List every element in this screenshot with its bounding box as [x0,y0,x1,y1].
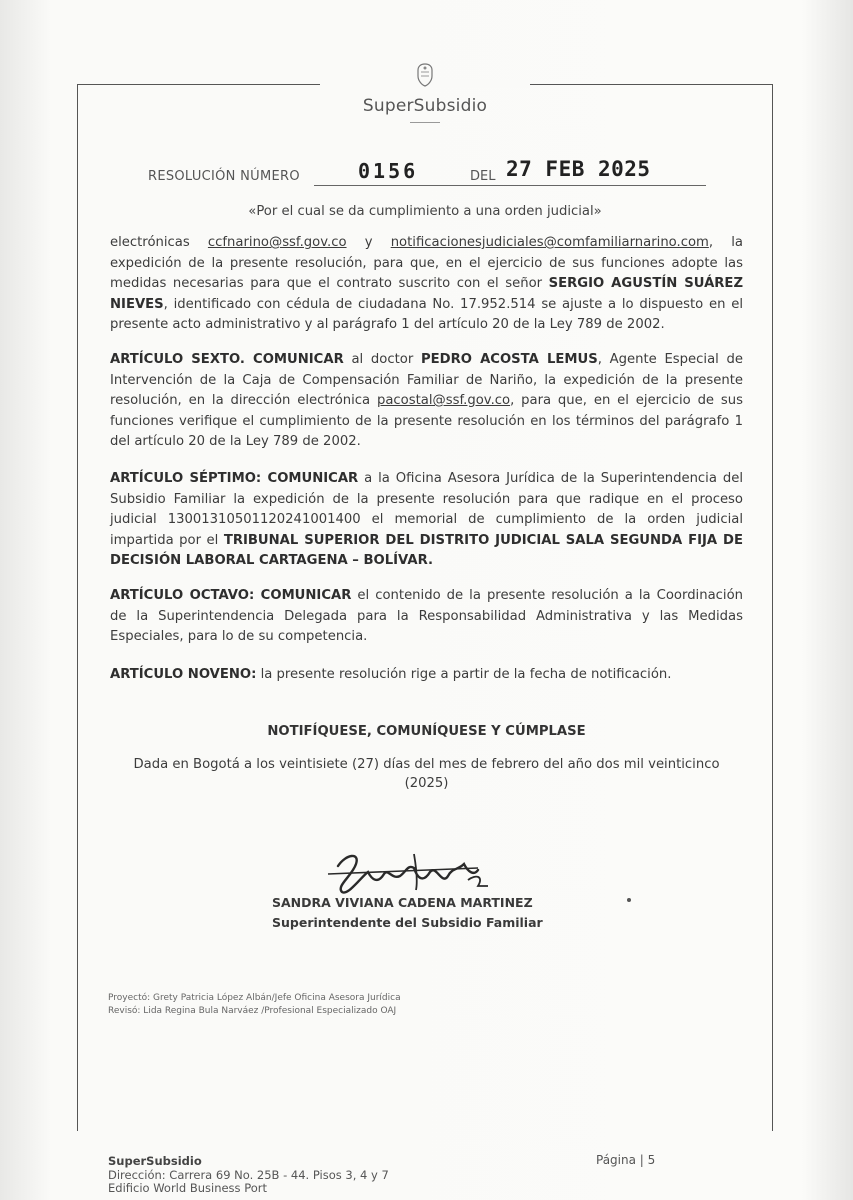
article-seventh: ARTÍCULO SÉPTIMO: COMUNICAR a la Oficina Asesora Jurídica de la Superintendencia del Subsidio Familiar la expedición de la presente resolución para que radique en el proceso judicial 13001310501120241001400 el memorial de cumplimiento de la orden judicial impartida por el TRIBUNAL SUPERIOR DEL DISTRITO JUDICIAL SALA SEGUNDA FIJA DE DECISIÓN LABORAL CARTAGENA – BOLÍVAR. [110,471,743,568]
footer-brand: SuperSubsidio [108,1154,202,1168]
closing-title: NOTIFÍQUESE, COMUNÍQUESE Y CÚMPLASE [267,724,586,739]
email-link[interactable]: ccfnarino@ssf.gov.co [207,235,347,250]
footer-building: Edificio World Business Port [108,1181,267,1195]
article-heading: ARTÍCULO SEXTO. COMUNICAR [110,352,344,367]
mark-dot [627,898,631,902]
closing-date-line: Dada en Bogotá a los veintisiete (27) días del mes de febrero del año dos mil veinticinco [133,757,720,772]
resolution-header [148,157,708,189]
signer-role: Superintendente del Subsidio Familiar [272,915,543,930]
article-eighth: ARTÍCULO OCTAVO: COMUNICAR el contenido de la presente resolución a la Coordinación de la Superintendencia Delegada para la Responsabilidad Administrativa y las Medidas Especiales, para lo de su competencia. [110,588,744,644]
email-link[interactable]: pacostal@ssf.gov.co [376,393,511,408]
brand-name: SuperSubsidio [362,96,488,116]
article-heading: ARTÍCULO OCTAVO: COMUNICAR [110,588,352,603]
signer-name: SANDRA VIVIANA CADENA MARTINEZ [272,895,533,910]
article-heading: ARTÍCULO SÉPTIMO: COMUNICAR [110,471,359,486]
coat-of-arms-icon [414,62,436,88]
reviewed-by: Revisó: Lida Regina Bula Narváez /Profesional Especializado OAJ [108,1005,397,1016]
court-name: TRIBUNAL SUPERIOR DEL DISTRITO JUDICIAL SALA SEGUNDA FIJA DE DECISIÓN LABORAL CARTAGENA – BOLÍVAR. [110,532,743,568]
footer-address: Dirección: Carrera 69 No. 25B - 44. Pisos 3, 4 y 7 [108,1167,389,1182]
email-link[interactable]: notificacionesjudiciales@comfamiliarnarino.com [390,235,709,250]
credits-block [108,992,401,1017]
resolution-subtitle: «Por el cual se da cumplimiento a una orden judicial» [248,204,602,219]
del-label: DEL [470,169,496,184]
signer-block [272,893,543,933]
intro-paragraph: electrónicas ccfnarino@ssf.gov.co y notificacionesjudiciales@comfamiliarnarino.com, la expedición de la presente resolución, para que, en el ejercicio de sus funciones adopte las medidas necesarias para que el contrato suscrito con el señor SERGIO AGUSTÍN SUÁREZ NIEVES, identificado con cédula de ciudadana No. 17.952.514 se ajuste a lo dispuesto en el presente acto administrativo y al parágrafo 1 del artículo 20 de la Ley 789 de 2002. [110,235,744,332]
resolution-number: 0156 [358,159,419,183]
projected-by: Proyectó: Grety Patricia López Albán/Jefe Oficina Asesora Jurídica [108,993,401,1003]
person-name: PEDRO ACOSTA LEMUS [420,352,598,367]
resolution-label: RESOLUCIÓN NÚMERO [148,169,300,184]
person-name: SERGIO AGUSTÍN SUÁREZ NIEVES [110,276,744,312]
closing-year: (2025) [404,776,449,791]
resolution-date: 27 FEB 2025 [506,157,651,181]
article-sixth: ARTÍCULO SEXTO. COMUNICAR al doctor PEDRO ACOSTA LEMUS, Agente Especial de Intervención de la Caja de Compensación Familiar de Nariño, la expedición de la presente resolución, en la dirección electrónica pacostal@ssf.gov.co, para que, en el ejercicio de sus funciones verifique el cumplimiento de la presente resolución en los términos del parágrafo 1 del artículo 20 de la Ley 789 de 2002. [110,352,744,449]
supersubsidio-logo [350,62,500,123]
article-heading: ARTÍCULO NOVENO: [110,667,257,682]
page-footer [108,1155,389,1196]
page-number: Página | 5 [596,1153,656,1167]
article-ninth: ARTÍCULO NOVENO: la presente resolución rige a partir de la fecha de notificación. [110,667,672,682]
